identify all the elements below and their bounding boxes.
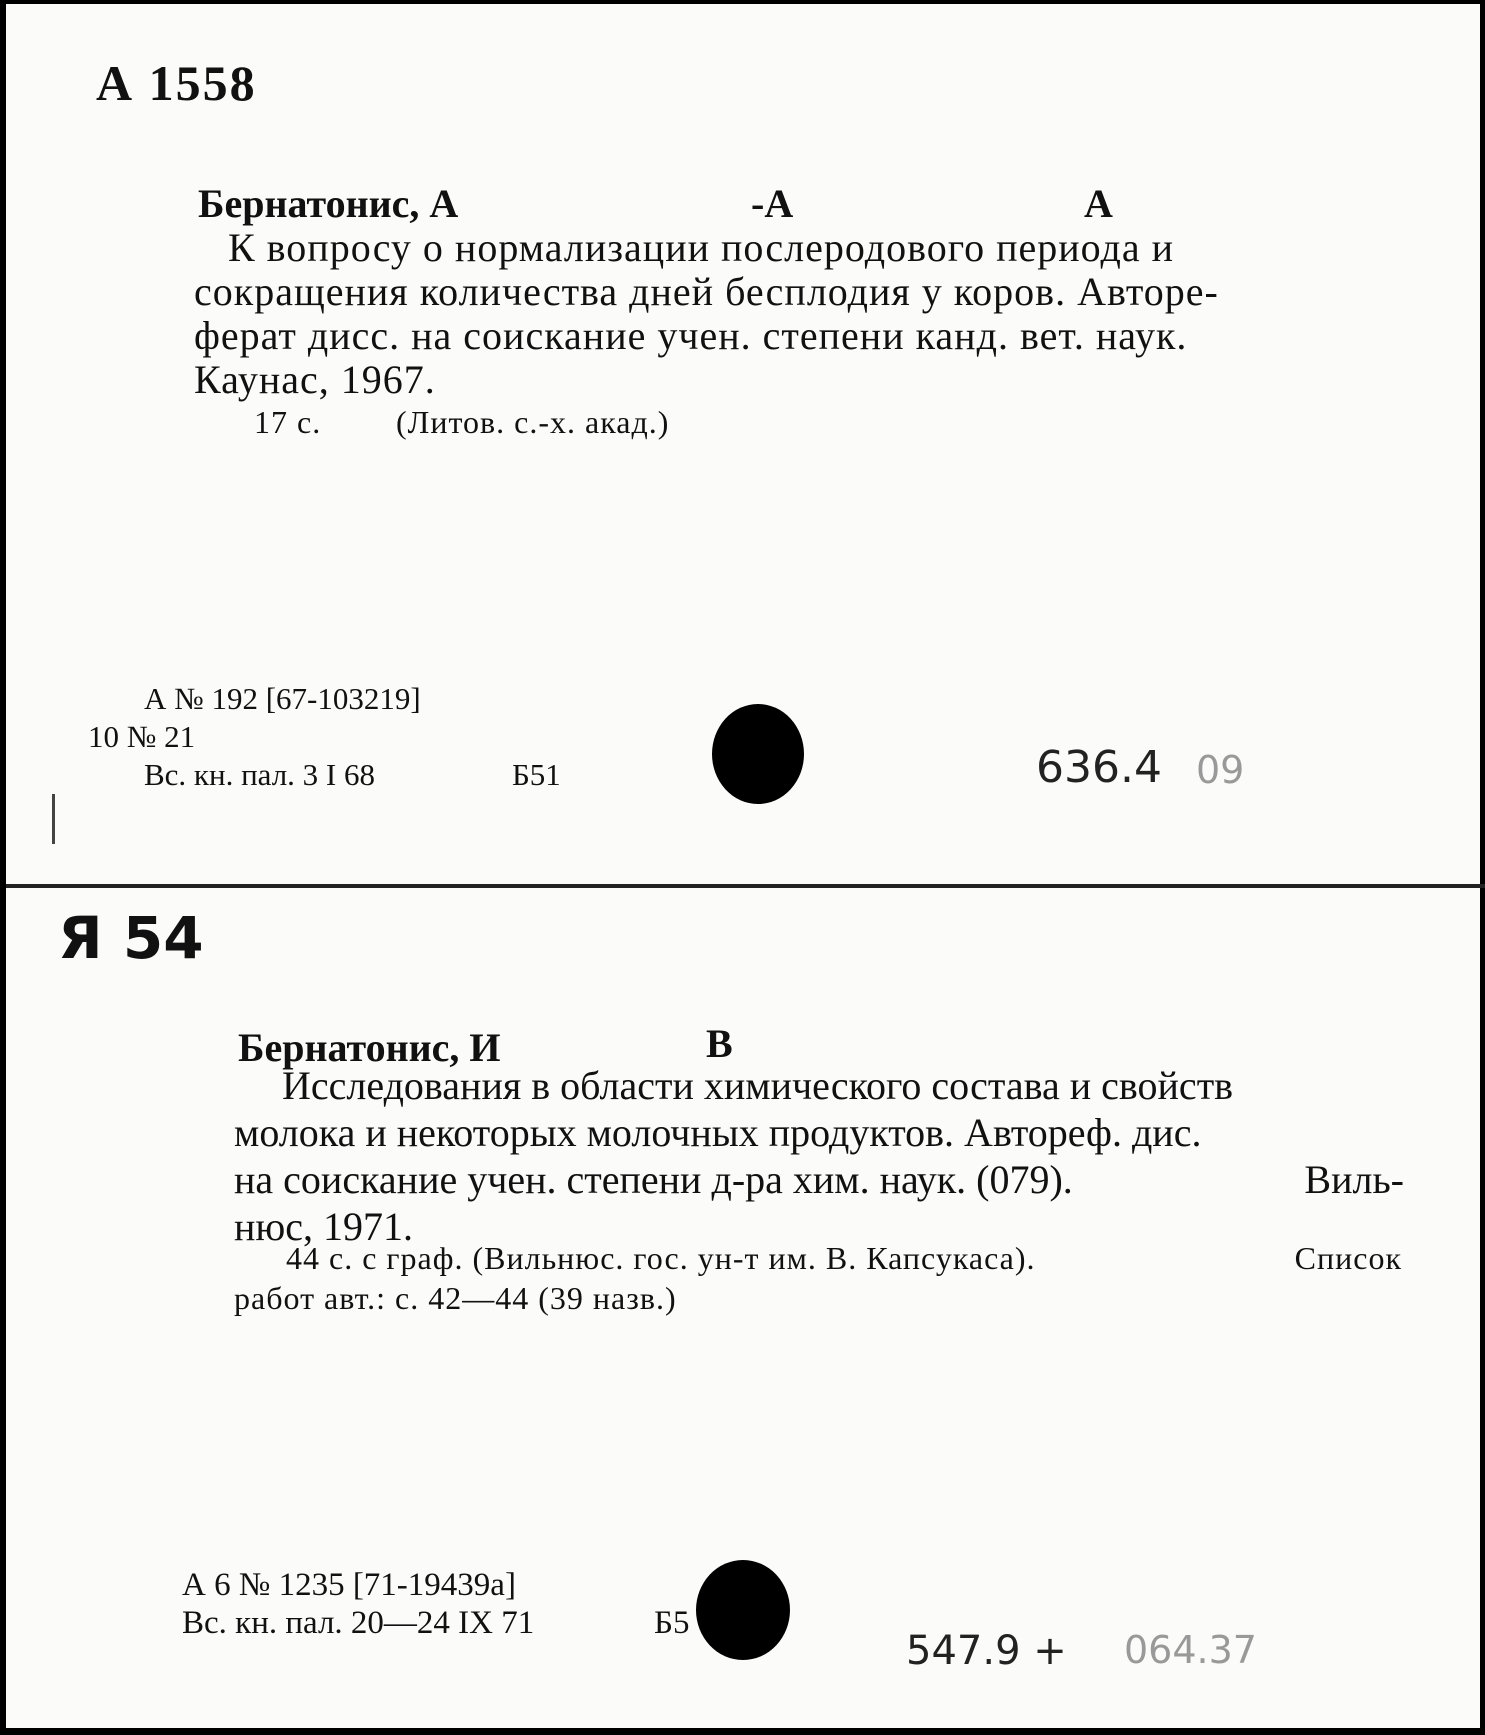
card1-pages: 17 с. <box>254 404 322 440</box>
card2-imprint-text: 44 с. с граф. (Вильнюс. гос. ун-т им. В. Капсукаса). <box>286 1240 1036 1276</box>
card2-title-line-2: молока и некоторых молочных продуктов. Автореф. дис. <box>234 1110 1202 1155</box>
card1-classification: 636.4 <box>1036 742 1162 793</box>
punch-hole-icon <box>712 704 804 804</box>
card2-title-line-3-text: на соискание учен. степени д-ра хим. наук. (079). <box>234 1157 1073 1202</box>
card1-title-line-4: Каунас, 1967. <box>194 357 436 402</box>
card-divider <box>6 884 1485 888</box>
card1-institution: (Литов. с.-х. акад.) <box>396 404 670 440</box>
card1-author-last: А <box>1084 181 1113 226</box>
card1-meta-line-1: А № 192 [67-103219] <box>144 681 421 716</box>
card2-title-line-1: Исследования в области химического состава и свойств <box>282 1063 1234 1108</box>
card2-imprint-line-2: работ авт.: с. 42—44 (39 назв.) <box>234 1280 677 1316</box>
catalog-sheet <box>6 4 1480 1728</box>
card2-title-line-3-tail: Виль- <box>1304 1157 1404 1202</box>
margin-mark <box>52 794 55 844</box>
card2-meta-line-1: А 6 № 1235 [71-19439а] <box>182 1567 516 1603</box>
card2-title <box>234 1062 1404 1250</box>
card2-imprint-tail: Список <box>1294 1240 1402 1276</box>
card1-title <box>194 226 1364 402</box>
card2-classification-faint: 064.37 <box>1124 1628 1257 1672</box>
card2-code: Б5 <box>654 1605 690 1641</box>
card1-code: Б51 <box>512 757 561 792</box>
card1-number: А 1558 <box>96 55 257 111</box>
card2-title-line-3 <box>234 1156 1404 1203</box>
card2-title-line-4: нюс, 1971. <box>234 1204 414 1249</box>
card1-title-line-1: К вопросу о нормализации послеродового периода и <box>228 225 1175 270</box>
card2-number: Я 54 <box>58 904 204 972</box>
card2-imprint-line-1 <box>234 1240 1402 1277</box>
card2-classification: 547.9 + <box>906 1628 1067 1674</box>
punch-hole-icon <box>696 1560 790 1660</box>
card2-author-initial: В <box>706 1021 733 1066</box>
card1-author-middle: -А <box>751 181 794 226</box>
card1-author-surname: Бернатонис, А <box>198 181 459 226</box>
card2-author-surname: Бернатонис, И <box>238 1025 501 1070</box>
card1-title-line-2: сокращения количества дней бесплодия у коров. Автоpe- <box>194 269 1219 314</box>
card1-title-line-3: ферат дисс. на соискание учен. степени канд. вет. наук. <box>194 313 1188 358</box>
card1-meta-line-2: 10 № 21 <box>88 719 196 754</box>
card1-meta-line-3: Вс. кн. пал. 3 I 68 <box>144 757 376 792</box>
card1-classification-faint: 09 <box>1196 748 1245 792</box>
card2-meta-line-2: Вс. кн. пал. 20—24 IX 71 <box>182 1605 535 1641</box>
